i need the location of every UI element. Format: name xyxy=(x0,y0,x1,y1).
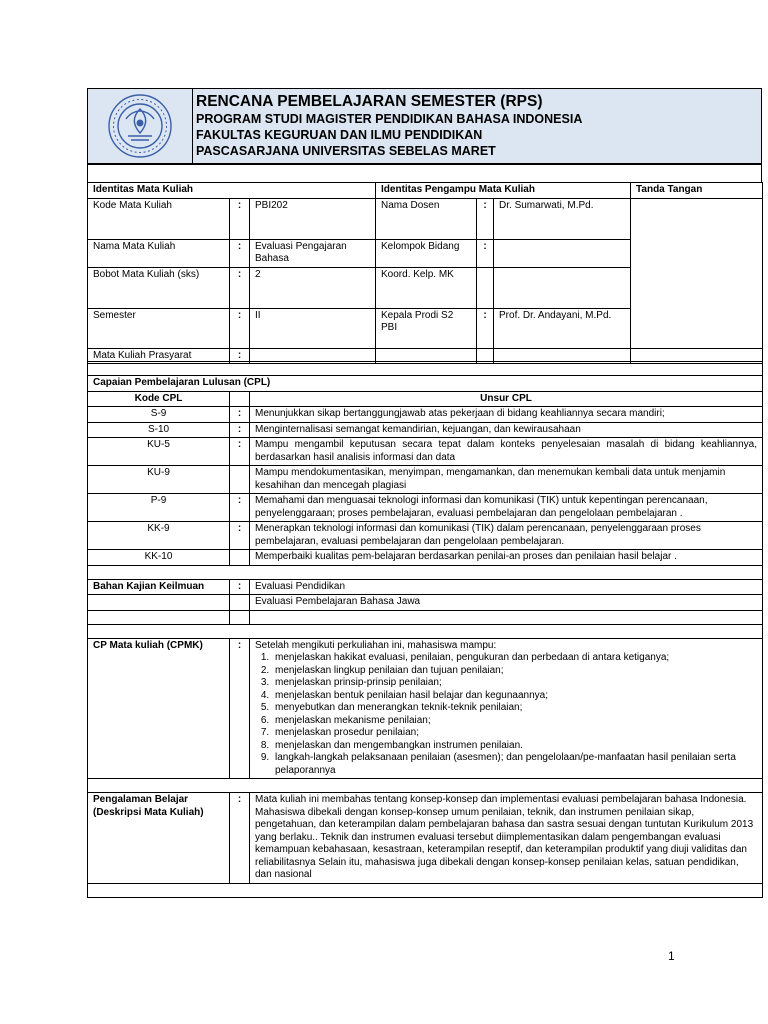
cpl-code: S-10 xyxy=(88,422,230,438)
spacer-table xyxy=(87,164,762,183)
document-title: RENCANA PEMBELAJARAN SEMESTER (RPS) xyxy=(196,93,543,110)
identity-label: Semester xyxy=(88,308,230,348)
identity-value: 2 xyxy=(250,267,376,308)
institution-name: PASCASARJANA UNIVERSITAS SEBELAS MARET xyxy=(196,144,496,158)
lecturer-label: Kepala Prodi S2 PBI xyxy=(376,308,477,348)
cpl-row xyxy=(88,466,763,494)
identity-label: Bobot Mata Kuliah (sks) xyxy=(88,267,230,308)
bahan-kajian-item: Evaluasi Pendidikan xyxy=(250,579,763,595)
identity-row: Nama Mata Kuliah : Evaluasi Pengajaran Bahasa Kelompok Bidang : xyxy=(88,239,763,267)
page-number: 1 xyxy=(668,949,675,963)
cpl-text: Menginternalisasi semangat kemandirian, kejuangan, dan kewirausahaan xyxy=(250,422,763,438)
cpl-text: Menunjukkan sikap bertanggungjawab atas pekerjaan di bidang keahliannya secara mandiri; xyxy=(250,407,763,423)
cpmk-item: 3. menjelaskan prinsip-prinsip penilaian; xyxy=(272,677,757,690)
cpl-element-header: Unsur CPL xyxy=(250,391,763,407)
pengalaman-label: Pengalaman Belajar (Deskripsi Mata Kuliah) xyxy=(88,793,230,884)
cpl-code-header: Kode CPL xyxy=(88,391,230,407)
lecturer-value: Dr. Sumarwati, M.Pd. xyxy=(494,198,631,239)
cpmk-list xyxy=(255,652,757,777)
cpl-text: Mampu mengambil keputusan secara tepat dalam konteks penyelesaian masalah di bidang keahliannya, berdasarkan hasil analisis informasi dan data xyxy=(250,438,763,466)
cpl-text: Memahami dan menguasai teknologi informasi dan komunikasi (TIK) untuk kepentingan perencanaan, penyelenggaraan; proses pembelajaran, evaluasi pembelajaran dan pengelolaan pembelajaran . xyxy=(250,494,763,522)
identity-row: Semester : II Kepala Prodi S2 PBI : Prof. Dr. Andayani, M.Pd. xyxy=(88,308,763,348)
course-description: Mata kuliah ini membahas tentang konsep-konsep dan implementasi evaluasi pembelajaran bahasa Indonesia. Mahasiswa dibekali dengan konsep-konsep umum penilaian, teknik, dan instrumen penilaian sikap, pengetahuan, dan keterampilan dalam pembelajaran bahasa dan sastra sesuai dengan tuntutan Kurikulum 2013 yang berlaku.. Teknik dan instrumen evaluasi tersebut diimplementasikan dalam pengembangan evaluasi kemampuan kebahasaan, kesastraan, keterampilan reseptif, dan keterampilan produktif yang diuji validitas dan reliabilitasnya Selain itu, mahasiswa juga dibekali dengan konsep-konsep penilaian kelas, satuan pendidikan, dan nasional xyxy=(250,793,763,884)
signature-cell xyxy=(631,198,763,348)
cpmk-intro: Setelah mengikuti perkuliahan ini, mahasiswa mampu: xyxy=(255,639,497,651)
cpmk-item: 7. menjelaskan prosedur penilaian; xyxy=(272,727,757,740)
bahan-kajian-item: Evaluasi Pembelajaran Bahasa Jawa xyxy=(250,595,763,611)
identity-row: Kode Mata Kuliah : PBI202 Nama Dosen : Dr. Sumarwati, M.Pd. xyxy=(88,198,763,239)
identity-label: Kode Mata Kuliah xyxy=(88,198,230,239)
cpl-row: S-9 : Menunjukkan sikap bertanggungjawab atas pekerjaan di bidang keahliannya secara mandiri; xyxy=(88,407,763,423)
lecturer-label: Koord. Kelp. MK xyxy=(376,267,477,308)
lecturer-value: Prof. Dr. Andayani, M.Pd. xyxy=(494,308,631,348)
cpl-row: P-9 : Memahami dan menguasai teknologi informasi dan komunikasi (TIK) untuk kepentingan perencanaan, penyelenggaraan; proses pembelajaran, evaluasi pembelajaran dan pengelolaan pembelajaran . xyxy=(88,494,763,522)
cpl-text: Menerapkan teknologi informasi dan komunikasi (TIK) dalam perencanaan, penyelenggaraan proses pembelajaran, evaluasi pembelajaran dan pengelolaan pembelajaran. xyxy=(250,522,763,550)
cpmk-item: 4. menjelaskan bentuk penilaian hasil belajar dan kegunaannya; xyxy=(272,690,757,703)
program-name: PROGRAM STUDI MAGISTER PENDIDIKAN BAHASA INDONESIA xyxy=(196,112,583,126)
cpl-title: Capaian Pembelajaran Lulusan (CPL) xyxy=(88,376,763,392)
identity-value: Evaluasi Pengajaran Bahasa xyxy=(250,239,376,267)
identity-row: Bobot Mata Kuliah (sks) : 2 Koord. Kelp. MK xyxy=(88,267,763,308)
university-seal-icon xyxy=(88,89,192,163)
identity-value: II xyxy=(250,308,376,348)
cpmk-item: 6. menjelaskan mekanisme penilaian; xyxy=(272,715,757,728)
cpl-code: P-9 xyxy=(88,494,230,522)
bahan-kajian-label: Bahan Kajian Keilmuan xyxy=(88,579,230,595)
cpl-row: KU-5 : Mampu mengambil keputusan secara tepat dalam konteks penyelesaian masalah di bidang keahliannya, berdasarkan hasil analisis informasi dan data xyxy=(88,438,763,466)
cpl-row xyxy=(88,550,763,566)
identity-label: Nama Mata Kuliah xyxy=(88,239,230,267)
document-header xyxy=(87,88,762,164)
lecturer-label: Kelompok Bidang xyxy=(376,239,477,267)
lecturer-value xyxy=(494,267,631,308)
identity-value: PBI202 xyxy=(250,198,376,239)
identity-table xyxy=(87,182,763,364)
logo-cell xyxy=(88,89,193,163)
cpmk-item: 9. langkah-langkah pelaksanaan penilaian (asesmen); dan pengelolaan/pe-manfaatan hasil penilaian serta pelaporannya xyxy=(272,752,757,777)
cpmk-item: 5. menyebutkan dan menerangkan teknik-teknik penilaian; xyxy=(272,702,757,715)
identity-lecturer-heading: Identitas Pengampu Mata Kuliah xyxy=(376,183,631,199)
cpl-table: Capaian Pembelajaran Lulusan (CPL) Kode CPL Unsur CPL S-9 : Menunjukkan sikap bertanggungjawab atas pekerjaan di bidang keahliannya secara mandiri; S-10 : Menginternalisasi semangat kemandirian, kejuangan, dan kewirausahaan KU-5 : Mampu mengambil keputusan secara tepat dalam konteks penyelesaian masalah di bidang keahliannya, berdasarkan hasil analisis informasi dan data KU-9 Mampu mendokumentasikan, menyimpan, mengamankan, dan menemukan kembali data untuk menjamin kesahihan dan mencegah plagiasi P-9 : Memahami dan menguasai teknologi informasi dan komunikasi (TIK) untuk kepentingan perencanaan, penyelenggaraan; proses pembelajaran, evaluasi pembelajaran dan pengelolaan pembelajaran . KK-9 : Menerapkan teknologi informasi dan komunikasi (TIK) dalam perencanaan, penyelenggaraan proses pembelajaran, evaluasi pembelajaran dan pengelolaan pembelajaran. KK-10 Memperbaiki kualitas pem-belajaran berdasarkan penilai-an proses dan penilaian hasil belajar . Bahan Kajian Keilmuan : Evaluasi Pendidikan Evaluasi Pembelajaran Bahasa Jawa CP Mata kuliah (CPMK) : Setelah mengikuti perkuliahan ini, mahasiswa mampu: 1. menjelaskan hakikat evaluasi, penilaian, pengukuran dan perbedaan di antara ketiganya; 2. menjelaskan lingkup penilaian dan tujuan penilaian; 3. menjelaskan prinsip-prinsip penilaian; 4. menjelaskan bentuk penilaian hasil belajar dan kegunaannya; 5. menyebutkan dan menerangkan teknik-teknik penilaian; 6. menjelaskan mekanisme penilaian; 7. menjelaskan prosedur penilaian; 8. menjelaskan dan mengembangkan instrumen penilaian. 9. langkah-langkah pelaksanaan penilaian (asesmen); dan pengelolaan/pe-manfaatan hasil penilaian serta pelaporannya Pengalaman Belajar (Deskripsi Mata Kuliah) : Mata kuliah ini membahas tentang konsep-konsep dan implementasi evaluasi pembelajaran bahasa Indonesia. Mahasiswa dibekali dengan konsep-konsep umum penilaian, teknik, dan instrumen penilaian sikap, pengetahuan, dan keterampilan dalam pembelajaran bahasa dan sastra sesuai dengan tuntutan Kurikulum 2013 yang berlaku.. Teknik dan instrumen evaluasi tersebut diimplementasikan dalam pengembangan evaluasi kemampuan kebahasaan, kesastraan, keterampilan reseptif, dan keterampilan produktif yang diuji validitas dan reliabilitasnya Selain itu, mahasiswa juga dibekali dengan konsep-konsep penilaian kelas, satuan pendidikan, dan nasional xyxy=(87,361,763,898)
identity-label: Mata Kuliah Prasyarat xyxy=(88,348,230,364)
faculty-name: FAKULTAS KEGURUAN DAN ILMU PENDIDIKAN xyxy=(196,128,483,142)
identity-course-heading: Identitas Mata Kuliah xyxy=(88,183,376,199)
identity-row: Mata Kuliah Prasyarat : xyxy=(88,348,763,364)
cpmk-item: 8. menjelaskan dan mengembangkan instrumen penilaian. xyxy=(272,740,757,753)
cpl-row: KK-9 : Menerapkan teknologi informasi dan komunikasi (TIK) dalam perencanaan, penyelenggaraan proses pembelajaran, evaluasi pembelajaran dan pengelolaan pembelajaran. xyxy=(88,522,763,550)
cpl-code: KK-10 xyxy=(88,550,230,566)
cpl-code: KU-5 xyxy=(88,438,230,466)
cpl-text: Mampu mendokumentasikan, menyimpan, mengamankan, dan menemukan kembali data untuk menjamin kesahihan dan mencegah plagiasi xyxy=(250,466,763,494)
cpl-text: Memperbaiki kualitas pem-belajaran berdasarkan penilai-an proses dan penilaian hasil belajar . xyxy=(250,550,763,566)
cpmk-label: CP Mata kuliah (CPMK) xyxy=(88,638,230,779)
cpmk-item: 2. menjelaskan lingkup penilaian dan tujuan penilaian; xyxy=(272,665,757,678)
lecturer-label: Nama Dosen xyxy=(376,198,477,239)
cpmk-item: 1. menjelaskan hakikat evaluasi, penilaian, pengukuran dan perbedaan di antara ketiganya; xyxy=(272,652,757,665)
cpl-code: KK-9 xyxy=(88,522,230,550)
signature-heading: Tanda Tangan xyxy=(631,183,763,199)
cpl-code: KU-9 xyxy=(88,466,230,494)
cpmk-content xyxy=(250,638,763,779)
lecturer-value xyxy=(494,239,631,267)
cpl-code: S-9 xyxy=(88,407,230,423)
cpl-row: S-10 : Menginternalisasi semangat kemandirian, kejuangan, dan kewirausahaan xyxy=(88,422,763,438)
